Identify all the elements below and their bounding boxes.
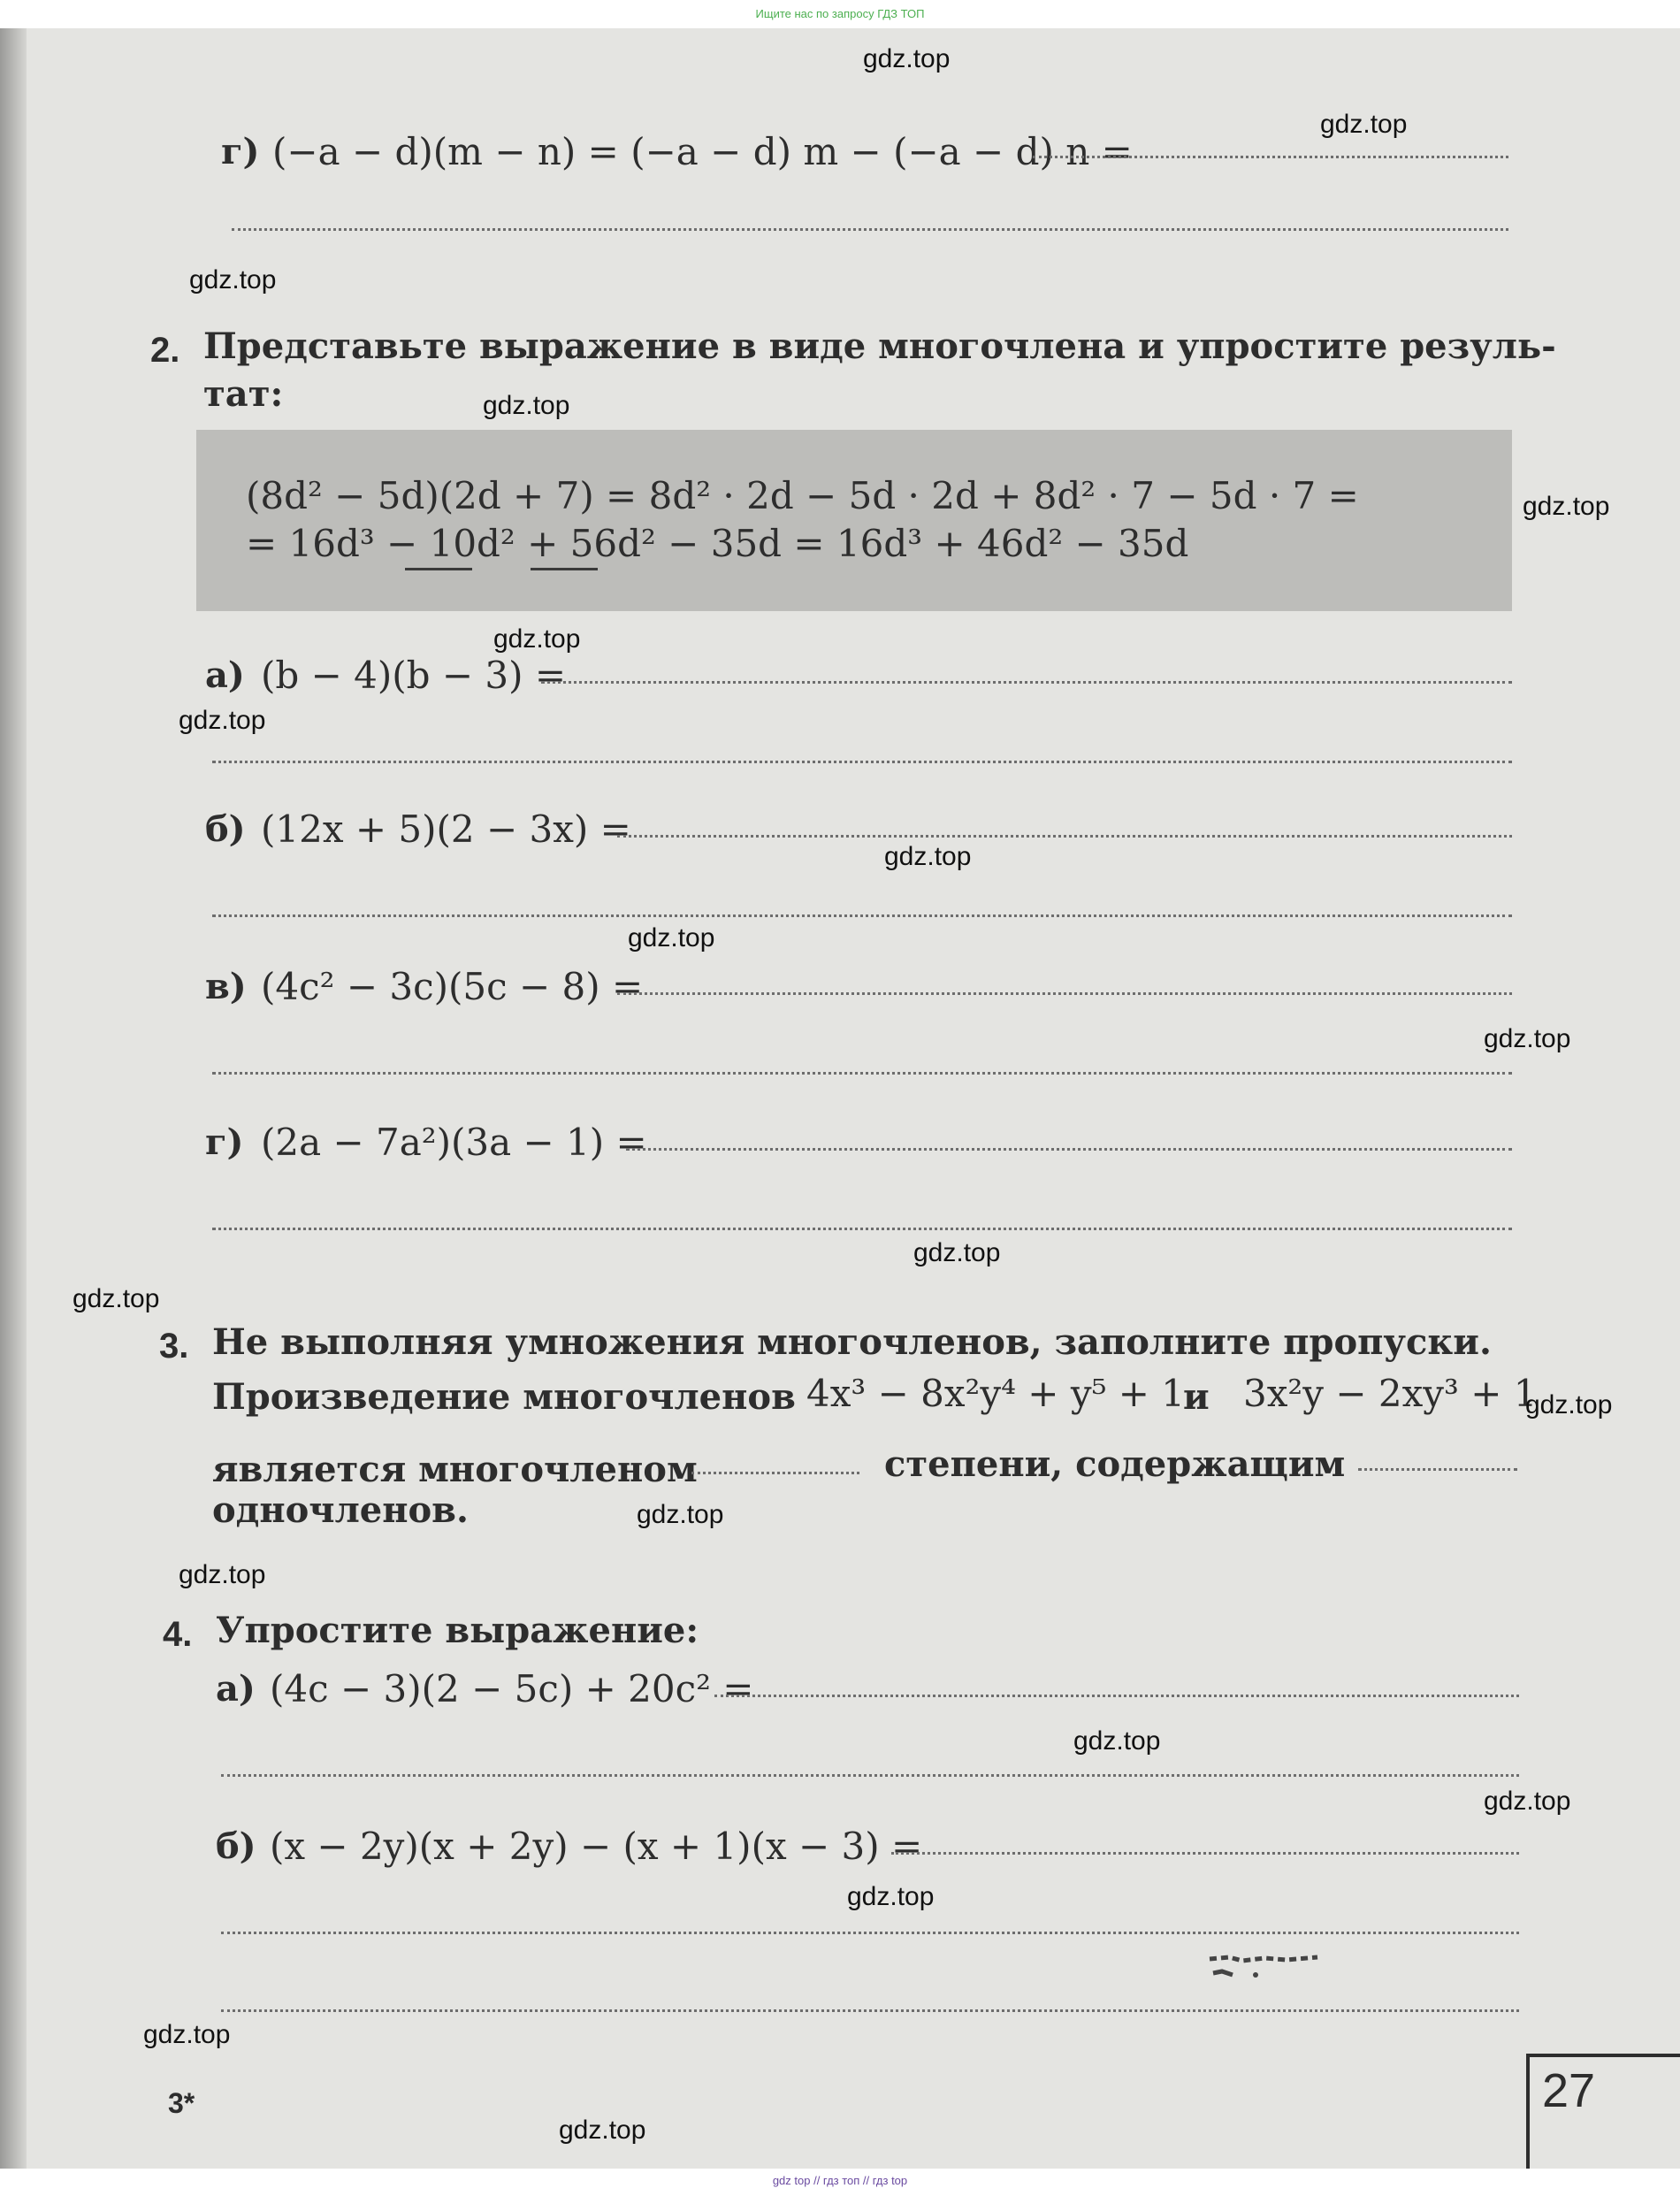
- underline-10d2: [405, 568, 472, 570]
- page-edge-shadow: [0, 28, 27, 2169]
- blank-degree[interactable]: [691, 1472, 859, 1474]
- answer-line[interactable]: [617, 992, 1512, 995]
- task2-item-a-label: а): [205, 654, 245, 696]
- task1-item-g-expression: (−a − d)(m − n) = (−a − d) m − (−a − d) n =: [272, 130, 1133, 173]
- page-number: 27: [1542, 2064, 1596, 2117]
- answer-line[interactable]: [626, 1148, 1512, 1151]
- watermark: gdz.top: [863, 44, 951, 73]
- answer-line[interactable]: [541, 681, 1512, 684]
- watermark: gdz.top: [1523, 492, 1610, 521]
- task1-item-g-label: г): [221, 131, 260, 172]
- task2-text-line2: тат:: [203, 373, 284, 415]
- example-line-2: = 16d³ − 10d² + 56d² − 35d = 16d³ + 46d² − 35d: [246, 522, 1189, 565]
- task3-poly1: 4x³ − 8x²y⁴ + y⁵ + 1: [806, 1372, 1186, 1415]
- task3-line3-a: является многочленом: [212, 1449, 698, 1490]
- task3-line3-b: степени, содержащим: [884, 1443, 1346, 1485]
- task3-number: 3.: [159, 1327, 189, 1366]
- blank-count[interactable]: [1358, 1468, 1517, 1471]
- task4-number: 4.: [163, 1615, 193, 1654]
- answer-line[interactable]: [617, 835, 1512, 838]
- answer-line[interactable]: [221, 1932, 1519, 1934]
- watermark: gdz.top: [1484, 1024, 1571, 1053]
- watermark: gdz.top: [913, 1238, 1001, 1267]
- answer-line[interactable]: [714, 1695, 1519, 1697]
- bottom-banner[interactable]: gdz top // гдз топ // гдз top: [772, 2174, 908, 2187]
- task2-text-line1: Представьте выражение в виде многочлена и упростите резуль-: [203, 325, 1556, 367]
- task4-item-b-expression: (x − 2y)(x + 2y) − (x + 1)(x − 3) =: [270, 1825, 923, 1868]
- watermark: gdz.top: [73, 1284, 160, 1313]
- task2-item-v-label: в): [205, 966, 247, 1007]
- task3-conj: и: [1183, 1376, 1210, 1418]
- watermark: gdz.top: [884, 842, 972, 871]
- task3-poly2: 3x²y − 2xy³ + 1: [1243, 1372, 1538, 1415]
- task2-item-b-expression: (12x + 5)(2 − 3x) =: [261, 807, 631, 851]
- answer-line[interactable]: [212, 914, 1512, 917]
- answer-line[interactable]: [212, 1228, 1512, 1230]
- watermark: gdz.top: [189, 265, 277, 295]
- answer-line[interactable]: [212, 761, 1512, 763]
- signature-mark: 3*: [168, 2087, 195, 2119]
- task2-item-g-label: г): [205, 1121, 244, 1163]
- watermark: gdz.top: [1320, 110, 1408, 139]
- ink-smudge: [1203, 1950, 1326, 1982]
- task3-line4: одночленов.: [212, 1489, 469, 1531]
- answer-line[interactable]: [221, 1774, 1519, 1777]
- watermark: gdz.top: [847, 1882, 935, 1911]
- watermark: gdz.top: [628, 923, 715, 953]
- task2-number: 2.: [150, 331, 180, 370]
- task4-text: Упростите выражение:: [216, 1610, 699, 1651]
- watermark: gdz.top: [1484, 1787, 1571, 1816]
- task4-item-b-label: б): [216, 1825, 256, 1867]
- underline-56d2: [531, 568, 598, 570]
- example-line-1: (8d² − 5d)(2d + 7) = 8d² · 2d − 5d · 2d + 8d² · 7 − 5d · 7 =: [246, 474, 1359, 517]
- task2-item-a-expression: (b − 4)(b − 3) =: [261, 654, 567, 697]
- watermark: gdz.top: [143, 2020, 231, 2049]
- task4-item-a-expression: (4c − 3)(2 − 5c) + 20c² =: [270, 1667, 754, 1710]
- answer-line[interactable]: [212, 1072, 1512, 1075]
- watermark: gdz.top: [493, 624, 581, 654]
- answer-line[interactable]: [221, 2009, 1519, 2012]
- watermark: gdz.top: [1525, 1390, 1613, 1419]
- top-banner[interactable]: Ищите нас по запросу ГДЗ ТОП: [755, 7, 925, 20]
- answer-line[interactable]: [891, 1852, 1519, 1855]
- watermark: gdz.top: [179, 706, 266, 735]
- task4-item-a-label: а): [216, 1668, 256, 1710]
- answer-line[interactable]: [232, 228, 1508, 231]
- task2-example-box: [196, 430, 1512, 611]
- task2-item-b-label: б): [205, 808, 246, 850]
- answer-line[interactable]: [1033, 156, 1508, 158]
- task2-item-v-expression: (4c² − 3c)(5c − 8) =: [261, 965, 644, 1008]
- task3-line1: Не выполняя умножения многочленов, заполните пропуски.: [212, 1321, 1492, 1363]
- watermark: gdz.top: [637, 1500, 724, 1529]
- watermark: gdz.top: [1073, 1726, 1161, 1756]
- task2-item-g-expression: (2a − 7a²)(3a − 1) =: [261, 1121, 647, 1164]
- task3-line2: Произведение многочленов: [212, 1376, 796, 1418]
- watermark: gdz.top: [483, 391, 570, 420]
- watermark: gdz.top: [179, 1560, 266, 1589]
- watermark: gdz.top: [559, 2116, 646, 2145]
